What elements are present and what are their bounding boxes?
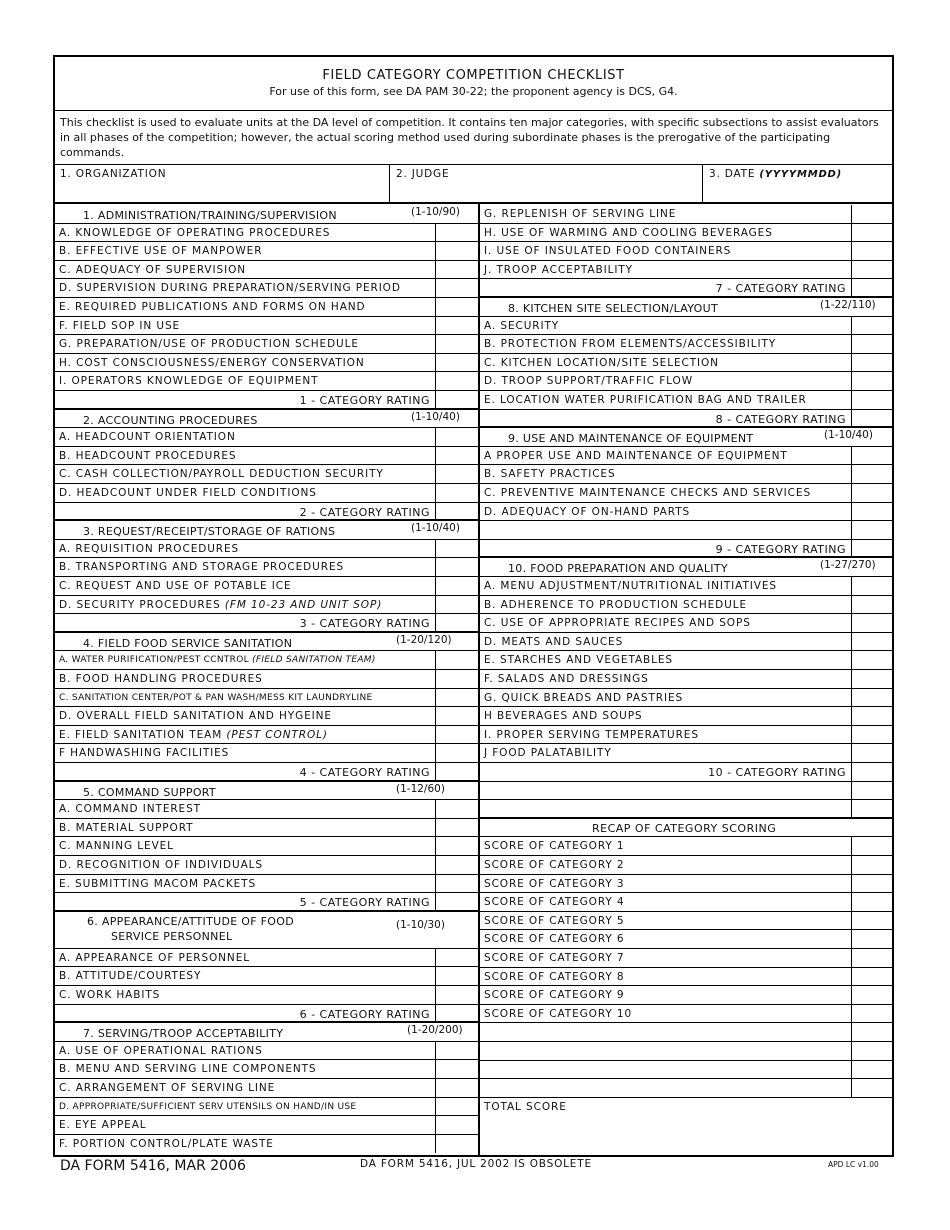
judge-field[interactable]: [396, 168, 449, 180]
score-input[interactable]: [435, 949, 478, 967]
score-input[interactable]: [851, 614, 894, 632]
recap-row[interactable]: SCORE OF CATEGORY 9: [480, 986, 894, 1005]
list-item[interactable]: J FOOD PALATABILITY: [480, 744, 894, 763]
score-input[interactable]: [851, 1042, 894, 1060]
list-item[interactable]: D. SUPERVISION DURING PREPARATION/SERVING PERIOD: [55, 279, 478, 298]
score-input[interactable]: [851, 205, 894, 223]
list-item[interactable]: H. USE OF WARMING AND COOLING BEVERAGES: [480, 224, 894, 243]
score-input[interactable]: [851, 596, 894, 614]
list-item[interactable]: D. ADEQUACY OF ON-HAND PARTS: [480, 503, 894, 522]
section-title: 8. KITCHEN SITE SELECTION/LAYOUT: [508, 302, 718, 315]
category-3-rating[interactable]: 3 - CATEGORY RATING: [55, 614, 478, 633]
list-item[interactable]: B. PROTECTION FROM ELEMENTS/ACCESSIBILITY: [480, 335, 894, 354]
section-10-header: [480, 558, 894, 577]
score-input[interactable]: [851, 484, 894, 502]
score-input[interactable]: [851, 893, 894, 911]
section-title: 4. FIELD FOOD SERVICE SANITATION: [83, 636, 293, 650]
blank-row: [480, 1023, 894, 1042]
score-input[interactable]: [435, 298, 478, 316]
list-item[interactable]: C. REQUEST AND USE OF POTABLE ICE: [55, 577, 478, 596]
section-title: 1. ADMINISTRATION/TRAINING/SUPERVISION: [83, 209, 337, 222]
list-item[interactable]: C. MANNING LEVEL: [55, 837, 478, 856]
list-item[interactable]: G. PREPARATION/USE OF PRODUCTION SCHEDULE: [55, 335, 478, 354]
list-item[interactable]: C. PREVENTIVE MAINTENANCE CHECKS AND SERVICES: [480, 484, 894, 503]
list-item[interactable]: A PROPER USE AND MAINTENANCE OF EQUIPMENT: [480, 447, 894, 466]
score-input[interactable]: [435, 967, 478, 985]
score-input[interactable]: [851, 577, 894, 595]
score-input[interactable]: [851, 689, 894, 707]
list-item[interactable]: A. SECURITY: [480, 317, 894, 336]
list-item[interactable]: H BEVERAGES AND SOUPS: [480, 707, 894, 726]
list-item[interactable]: B. MENU AND SERVING LINE COMPONENTS: [55, 1060, 478, 1079]
divider: [702, 164, 703, 202]
judge-label: 2. JUDGE: [396, 168, 450, 180]
section-range: (1-10/40): [411, 410, 460, 423]
form-number: DA FORM 5416, MAR 2006: [60, 1158, 246, 1174]
score-input[interactable]: [435, 1079, 478, 1097]
recap-row[interactable]: SCORE OF CATEGORY 7: [480, 949, 894, 968]
score-input[interactable]: [435, 837, 478, 855]
list-item[interactable]: A. USE OF OPERATIONAL RATIONS: [55, 1042, 478, 1061]
score-input[interactable]: [435, 484, 478, 502]
score-input[interactable]: [851, 224, 894, 242]
score-input[interactable]: [435, 651, 478, 669]
list-item[interactable]: H. COST CONSCIOUSNESS/ENERGY CONSERVATION: [55, 354, 478, 373]
score-input[interactable]: [851, 707, 894, 725]
section-title: 9. USE AND MAINTENANCE OF EQUIPMENT: [508, 432, 754, 446]
rating-input[interactable]: [851, 540, 894, 557]
score-input[interactable]: [435, 875, 478, 893]
recap-row[interactable]: SCORE OF CATEGORY 5: [480, 912, 894, 931]
intro-text: This checklist is used to evaluate units at the DA level of competition. It contains ten major categories, with specific subsections to assist evaluators in all phases of the competition; however, the actual scoring method used during subordinate phases is the prerogative of the participating commands.: [60, 116, 879, 159]
section-6-header: [55, 912, 478, 949]
section-title: 7. SERVING/TROOP ACCEPTABILITY: [83, 1027, 284, 1041]
organization-field[interactable]: [60, 168, 166, 180]
score-input[interactable]: [435, 744, 478, 762]
score-input[interactable]: [851, 912, 894, 930]
score-input[interactable]: [851, 391, 894, 409]
score-input[interactable]: [435, 1042, 478, 1060]
list-item[interactable]: F. SALADS AND DRESSINGS: [480, 670, 894, 689]
score-input[interactable]: [851, 968, 894, 986]
organization-label: 1. ORGANIZATION: [60, 168, 167, 180]
score-input[interactable]: [435, 707, 478, 725]
score-input[interactable]: [435, 447, 478, 465]
rating-input[interactable]: [851, 410, 894, 427]
rating-input[interactable]: [435, 763, 478, 780]
recap-row[interactable]: SCORE OF CATEGORY 2: [480, 856, 894, 875]
score-input[interactable]: [435, 856, 478, 874]
score-input[interactable]: [851, 744, 894, 762]
list-item[interactable]: A. COMMAND INTEREST: [55, 800, 478, 819]
score-input[interactable]: [851, 986, 894, 1004]
section-9-header: [480, 428, 894, 447]
category-8-rating[interactable]: 8 - CATEGORY RATING: [480, 410, 894, 429]
score-input[interactable]: [851, 317, 894, 335]
list-item[interactable]: C. SANITATION CENTER/POT & PAN WASH/MESS KIT LAUNDRYLINE: [55, 689, 478, 708]
list-item[interactable]: A. HEADCOUNT ORIENTATION: [55, 428, 478, 447]
list-item[interactable]: D. RECOGNITION OF INDIVIDUALS: [55, 856, 478, 875]
list-item[interactable]: I. PROPER SERVING TEMPERATURES: [480, 726, 894, 745]
list-item[interactable]: D. APPROPRIATE/SUFFICIENT SERV UTENSILS ON HAND/IN USE: [55, 1098, 478, 1117]
section-title-line-2: SERVICE PERSONNEL: [111, 929, 233, 943]
category-7-rating[interactable]: 7 - CATEGORY RATING: [480, 279, 894, 298]
score-input[interactable]: [435, 986, 478, 1004]
score-input[interactable]: [435, 242, 478, 260]
list-item[interactable]: C. WORK HABITS: [55, 986, 478, 1005]
list-item[interactable]: I. USE OF INSULATED FOOD CONTAINERS: [480, 242, 894, 261]
section-range: (1-20/120): [396, 633, 452, 646]
recap-row[interactable]: SCORE OF CATEGORY 8: [480, 968, 894, 987]
total-score-field[interactable]: [484, 1101, 567, 1113]
score-input[interactable]: [435, 261, 478, 279]
blank-row: [480, 1079, 894, 1098]
list-item[interactable]: A. KNOWLEDGE OF OPERATING PROCEDURES: [55, 224, 478, 243]
section-range: (1-10/40): [411, 522, 460, 535]
score-input[interactable]: [851, 335, 894, 353]
category-4-rating[interactable]: 4 - CATEGORY RATING: [55, 763, 478, 782]
score-input[interactable]: [435, 558, 478, 576]
score-input[interactable]: [851, 949, 894, 967]
recap-row[interactable]: SCORE OF CATEGORY 1: [480, 837, 894, 856]
list-item[interactable]: J. TROOP ACCEPTABILITY: [480, 261, 894, 280]
category-9-rating[interactable]: 9 - CATEGORY RATING: [480, 540, 894, 559]
rating-input[interactable]: [435, 503, 478, 520]
section-range: (1-10/90): [411, 206, 460, 218]
section-title: 5. COMMAND SUPPORT: [83, 785, 216, 799]
score-input[interactable]: [851, 633, 894, 651]
section-4-header: [55, 633, 478, 652]
rating-input[interactable]: [851, 763, 894, 781]
section-range: (1-22/110): [820, 299, 876, 311]
score-input[interactable]: [435, 224, 478, 242]
blank-row: [480, 782, 894, 801]
divider: [55, 202, 892, 204]
recap-row[interactable]: SCORE OF CATEGORY 3: [480, 875, 894, 894]
rating-input[interactable]: [851, 279, 894, 296]
form-title: FIELD CATEGORY COMPETITION CHECKLIST: [322, 68, 625, 83]
score-input[interactable]: [435, 689, 478, 707]
list-item[interactable]: D. OVERALL FIELD SANITATION AND HYGEINE: [55, 707, 478, 726]
recap-row[interactable]: SCORE OF CATEGORY 10: [480, 1005, 894, 1024]
score-input[interactable]: [435, 465, 478, 483]
list-item[interactable]: I. OPERATORS KNOWLEDGE OF EQUIPMENT: [55, 372, 478, 391]
recap-header: [480, 819, 894, 838]
list-item[interactable]: C. ARRANGEMENT OF SERVING LINE: [55, 1079, 478, 1098]
score-input[interactable]: [435, 819, 478, 837]
score-input[interactable]: [851, 447, 894, 465]
list-item[interactable]: B. ATTITUDE/COURTESY: [55, 967, 478, 986]
list-item[interactable]: C. CASH COLLECTION/PAYROLL DEDUCTION SECURITY: [55, 465, 478, 484]
score-input[interactable]: [435, 372, 478, 390]
score-input[interactable]: [851, 1079, 894, 1097]
section-title: 2. ACCOUNTING PROCEDURES: [83, 413, 258, 427]
list-item[interactable]: D. MEATS AND SAUCES: [480, 633, 894, 652]
list-item[interactable]: D. TROOP SUPPORT/TRAFFIC FLOW: [480, 372, 894, 391]
score-input[interactable]: [851, 930, 894, 948]
list-item[interactable]: F. PORTION CONTROL/PLATE WASTE: [55, 1135, 478, 1154]
score-input[interactable]: [435, 577, 478, 595]
category-10-rating[interactable]: 10 - CATEGORY RATING: [480, 763, 894, 782]
score-input[interactable]: [851, 261, 894, 279]
score-input[interactable]: [851, 1061, 894, 1079]
category-6-rating[interactable]: 6 - CATEGORY RATING: [55, 1005, 478, 1024]
section-title: 6. APPEARANCE/ATTITUDE OF FOOD: [87, 914, 294, 928]
score-input[interactable]: [435, 1135, 478, 1154]
blank-row: [480, 800, 894, 819]
rating-input[interactable]: [435, 1005, 478, 1022]
section-range: (1-20/200): [407, 1024, 463, 1037]
blank-row: [480, 1042, 894, 1061]
score-input[interactable]: [435, 596, 478, 614]
section-range: (1-10/40): [824, 429, 873, 442]
score-input[interactable]: [435, 670, 478, 688]
list-item[interactable]: C. USE OF APPROPRIATE RECIPES AND SOPS: [480, 614, 894, 633]
score-input[interactable]: [851, 372, 894, 390]
score-input[interactable]: [851, 670, 894, 688]
list-item[interactable]: E. STARCHES AND VEGETABLES: [480, 651, 894, 670]
list-item[interactable]: E. FIELD SANITATION TEAM (PEST CONTROL): [55, 726, 478, 745]
score-input[interactable]: [851, 503, 894, 521]
section-3-header: [55, 521, 478, 540]
list-item[interactable]: A. MENU ADJUSTMENT/NUTRITIONAL INITIATIVES: [480, 577, 894, 596]
list-item[interactable]: C. KITCHEN LOCATION/SITE SELECTION: [480, 354, 894, 373]
section-range: (1-12/60): [396, 782, 445, 795]
blank-row: [480, 521, 894, 540]
score-input[interactable]: [851, 837, 894, 855]
recap-title: RECAP OF CATEGORY SCORING: [592, 821, 777, 835]
score-input[interactable]: [435, 1116, 478, 1134]
score-input[interactable]: [851, 856, 894, 874]
list-item[interactable]: E. LOCATION WATER PURIFICATION BAG AND TRAILER: [480, 391, 894, 410]
blank-row: [480, 1061, 894, 1080]
list-item[interactable]: E. EYE APPEAL: [55, 1116, 478, 1135]
score-input[interactable]: [435, 279, 478, 297]
score-input[interactable]: [435, 800, 478, 818]
score-input[interactable]: [851, 651, 894, 669]
list-item[interactable]: B. ADHERENCE TO PRODUCTION SCHEDULE: [480, 596, 894, 615]
form-subtitle: For use of this form, see DA PAM 30-22; the proponent agency is DCS, G4.: [269, 85, 678, 98]
list-item[interactable]: G. REPLENISH OF SERVING LINE: [480, 205, 894, 224]
divider: [55, 164, 892, 165]
list-item[interactable]: D. HEADCOUNT UNDER FIELD CONDITIONS: [55, 484, 478, 503]
score-input[interactable]: [851, 782, 894, 800]
section-1-header: [55, 205, 478, 224]
score-input[interactable]: [435, 540, 478, 558]
section-range: (1-27/270): [820, 559, 876, 572]
rating-input[interactable]: [435, 614, 478, 631]
score-input[interactable]: [851, 521, 894, 539]
list-item[interactable]: B. FOOD HANDLING PROCEDURES: [55, 670, 478, 689]
list-item[interactable]: F. FIELD SOP IN USE: [55, 317, 478, 336]
score-input[interactable]: [435, 335, 478, 353]
score-input[interactable]: [435, 317, 478, 335]
obsolete-notice: DA FORM 5416, JUL 2002 IS OBSOLETE: [360, 1158, 592, 1170]
score-input[interactable]: [435, 428, 478, 446]
list-item[interactable]: F HANDWASHING FACILITIES: [55, 744, 478, 763]
section-range: (1-10/30): [396, 918, 445, 931]
rating-input[interactable]: [435, 893, 478, 910]
score-input[interactable]: [851, 465, 894, 483]
recap-row[interactable]: SCORE OF CATEGORY 4: [480, 893, 894, 912]
section-title: 10. FOOD PREPARATION AND QUALITY: [508, 562, 728, 576]
score-input[interactable]: [435, 1060, 478, 1078]
section-2-header: [55, 410, 478, 429]
list-item[interactable]: E. REQUIRED PUBLICATIONS AND FORMS ON HAND: [55, 298, 478, 317]
version-label: APD LC v1.00: [828, 1160, 879, 1169]
score-input[interactable]: [851, 726, 894, 744]
date-format: (YYYYMMDD): [759, 169, 843, 180]
rating-input[interactable]: [435, 391, 478, 408]
section-7-header: [55, 1023, 478, 1042]
score-input[interactable]: [851, 800, 894, 817]
category-1-rating[interactable]: 1 - CATEGORY RATING: [55, 391, 478, 410]
category-2-rating[interactable]: 2 - CATEGORY RATING: [55, 503, 478, 522]
score-input[interactable]: [435, 726, 478, 744]
section-title: 3. REQUEST/RECEIPT/STORAGE OF RATIONS: [83, 525, 336, 539]
form-frame: [53, 55, 894, 1157]
date-field[interactable]: [709, 168, 842, 180]
score-input[interactable]: [851, 354, 894, 372]
list-item[interactable]: A. WATER PURIFICATION/PEST CCNTROL (FIELD SANITATION TEAM): [55, 651, 478, 670]
list-item[interactable]: A. APPEARANCE OF PERSONNEL: [55, 949, 478, 968]
recap-row[interactable]: SCORE OF CATEGORY 6: [480, 930, 894, 949]
list-item[interactable]: A. REQUISITION PROCEDURES: [55, 540, 478, 559]
score-input[interactable]: [435, 1098, 478, 1116]
list-item[interactable]: E. SUBMITTING MACOM PACKETS: [55, 875, 478, 894]
list-item[interactable]: B. HEADCOUNT PROCEDURES: [55, 447, 478, 466]
date-label: 3. DATE: [709, 168, 756, 180]
section-5-header: [55, 782, 478, 801]
score-input[interactable]: [851, 1023, 894, 1041]
section-8-header: [480, 298, 894, 317]
divider: [389, 164, 390, 202]
total-score-label: TOTAL SCORE: [484, 1101, 567, 1113]
score-input[interactable]: [851, 242, 894, 260]
score-input[interactable]: [851, 1005, 894, 1023]
list-item[interactable]: B. EFFECTIVE USE OF MANPOWER: [55, 242, 478, 261]
category-5-rating[interactable]: 5 - CATEGORY RATING: [55, 893, 478, 912]
list-item[interactable]: B. MATERIAL SUPPORT: [55, 819, 478, 838]
list-item[interactable]: D. SECURITY PROCEDURES (FM 10-23 AND UNIT SOP): [55, 596, 478, 615]
divider: [55, 110, 892, 111]
list-item[interactable]: C. ADEQUACY OF SUPERVISION: [55, 261, 478, 280]
list-item[interactable]: G. QUICK BREADS AND PASTRIES: [480, 689, 894, 708]
list-item[interactable]: B. SAFETY PRACTICES: [480, 465, 894, 484]
list-item[interactable]: B. TRANSPORTING AND STORAGE PROCEDURES: [55, 558, 478, 577]
score-input[interactable]: [435, 354, 478, 372]
score-input[interactable]: [851, 875, 894, 893]
